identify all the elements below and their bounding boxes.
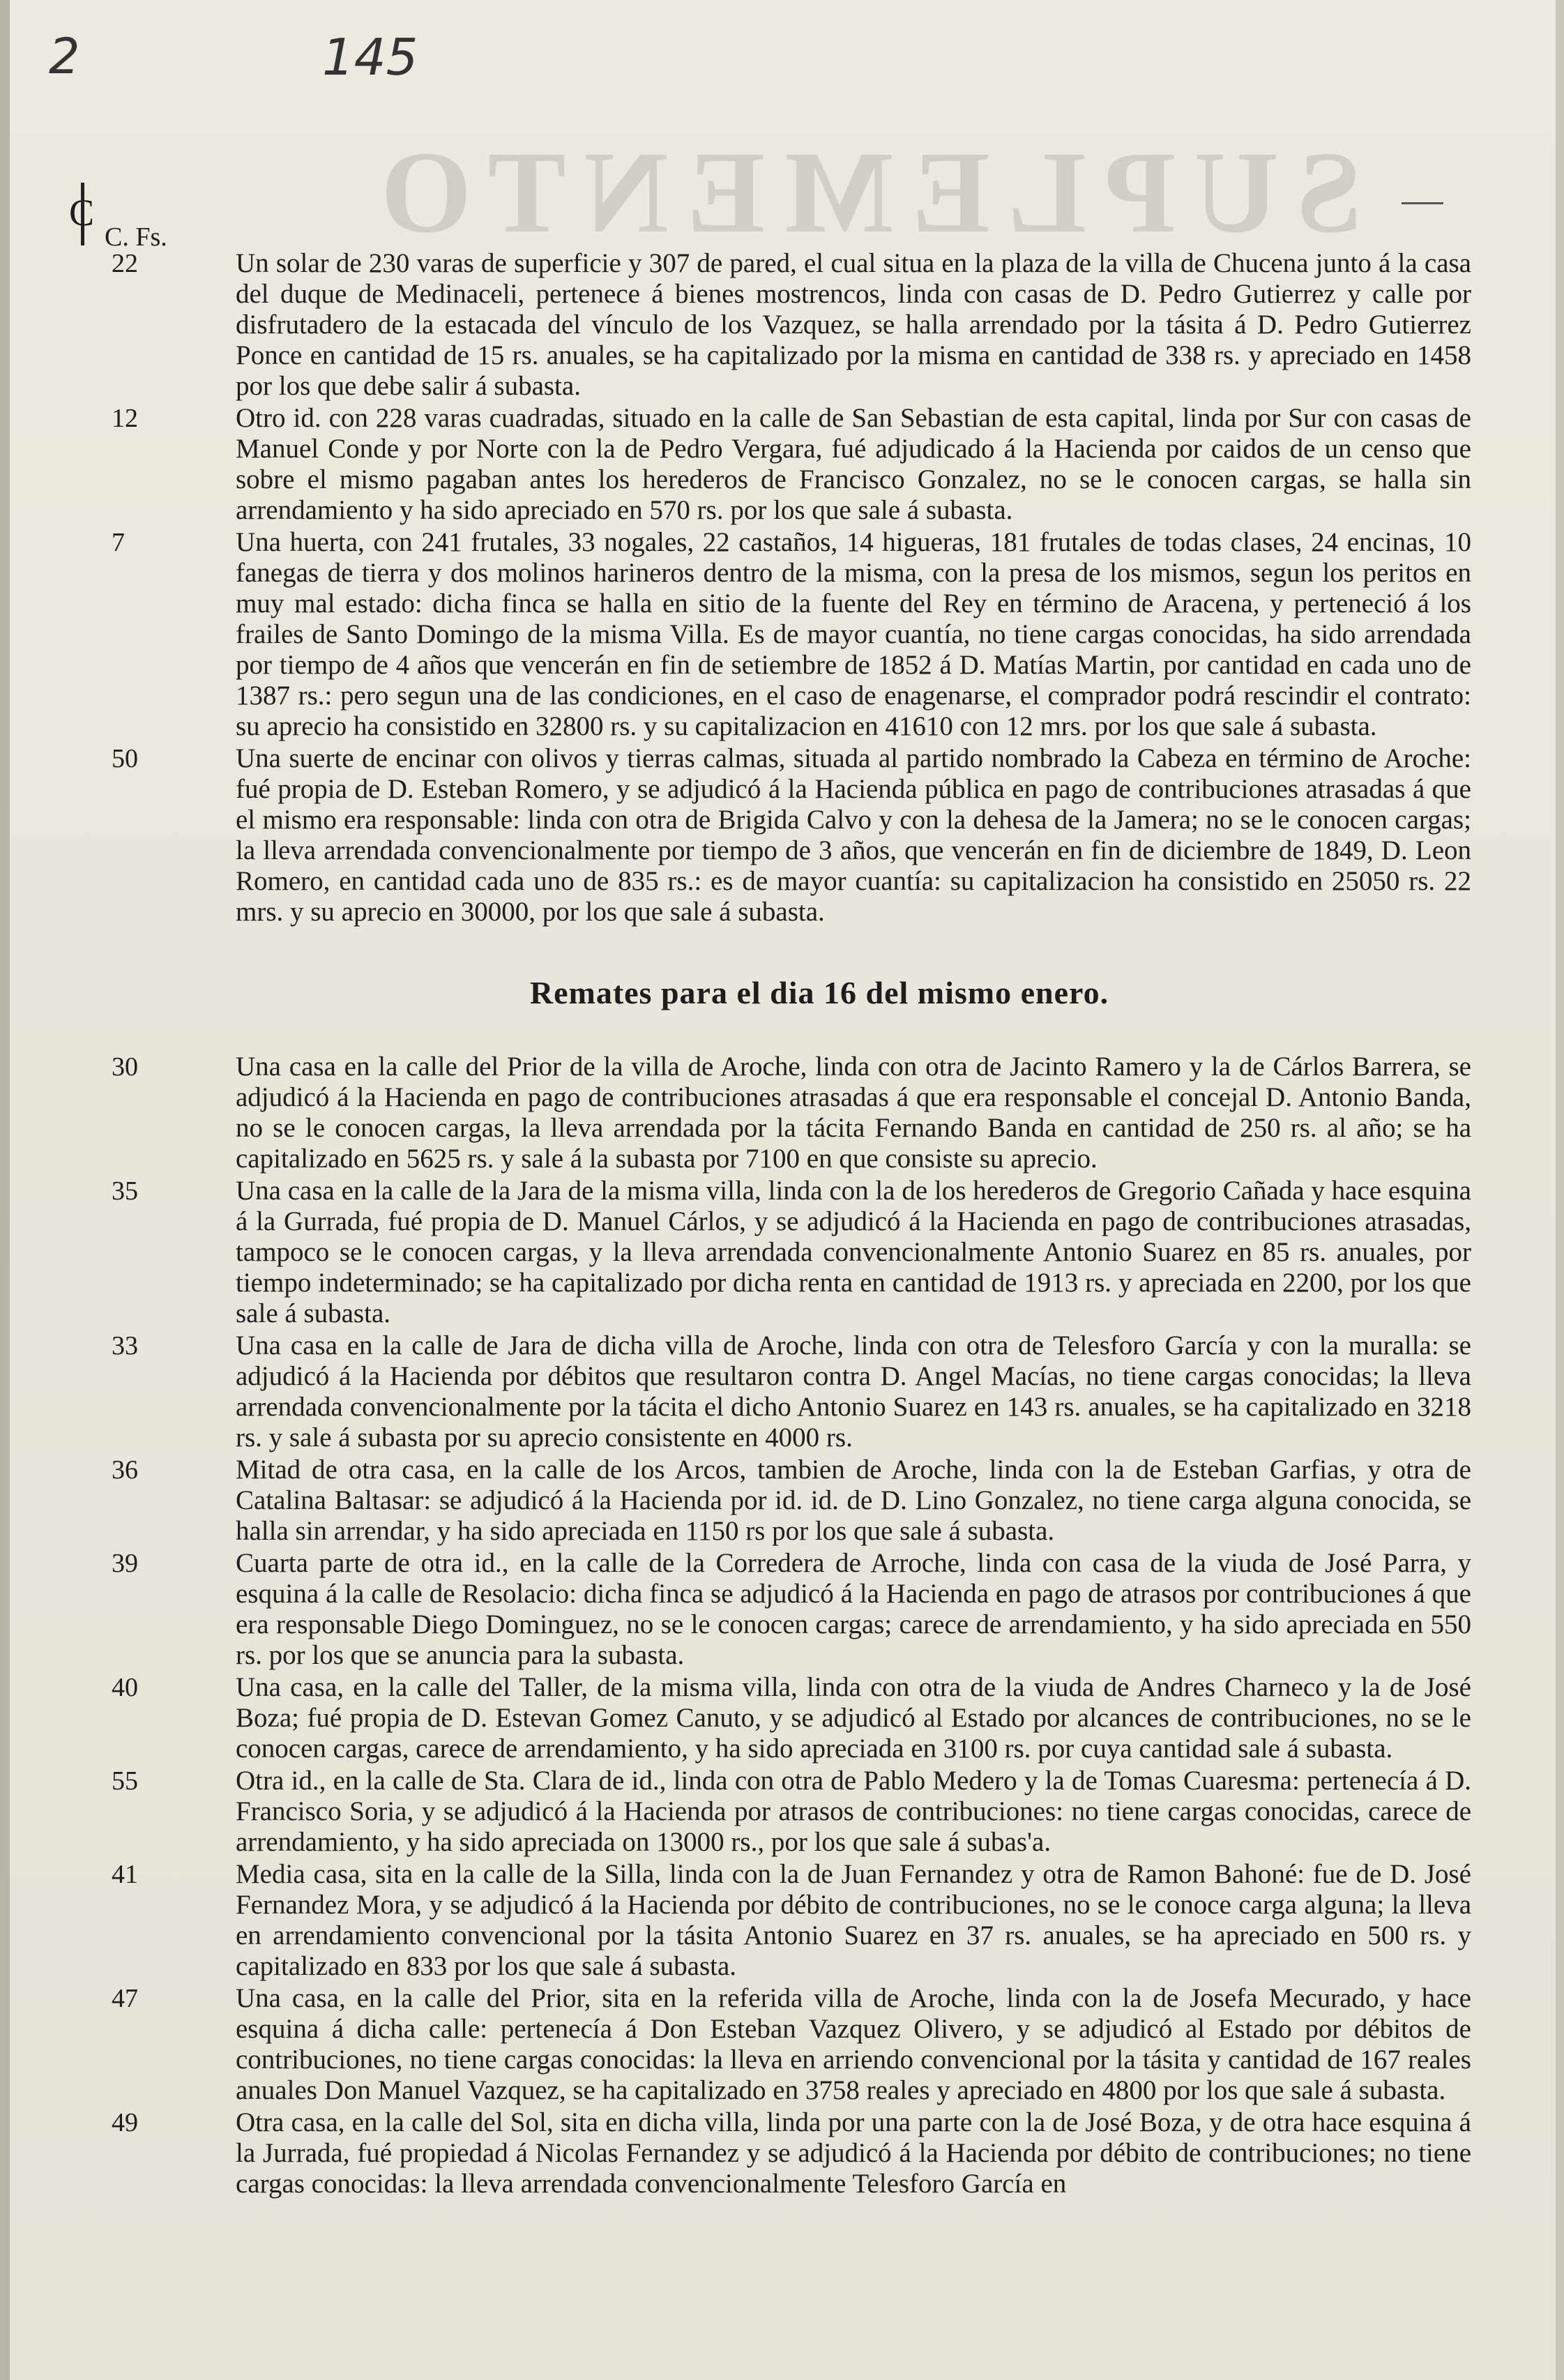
lot-number: 30 bbox=[112, 1052, 138, 1082]
lot-number: 36 bbox=[112, 1455, 138, 1485]
document-body bbox=[112, 248, 1471, 2201]
lot-description: Una casa, en la calle del Taller, de la misma villa, linda con otra de la viuda de Andres Charneco y la de José Boza; fué propia de D. Estevan Gomez Canuto, y se adjudicó al Estado por alcances de contribuciones, no se le conocen cargas, carece de arrendamiento, y ha sido apreciada en 3100 rs. por cuya cantidad sale á subasta. bbox=[236, 1672, 1471, 1764]
listing-entry bbox=[112, 1983, 1471, 2106]
lot-number: 49 bbox=[112, 2108, 138, 2137]
listing-entry bbox=[112, 1548, 1471, 1671]
lot-number: 22 bbox=[112, 249, 138, 278]
lot-number: 50 bbox=[112, 744, 138, 773]
handwritten-page-number: 145 bbox=[322, 28, 418, 86]
lot-description: Una casa, en la calle del Prior, sita en la referida villa de Aroche, linda con la de Josefa Mecurado, y hace esquina á dicha calle: pertenecía á Don Esteban Vazquez Olivero, y se adjudicó al Estado por débitos de contribuciones, no tiene cargas conocidas: la lleva en arriendo convencional por la tásita y cantidad de 167 reales anuales Don Manuel Vazquez, se ha capitalizado en 3758 reales y apreciado en 4800 por los que sale á subasta. bbox=[236, 1983, 1471, 2105]
section-heading: Remates para el dia 16 del mismo enero. bbox=[529, 975, 1109, 1010]
listing-entry bbox=[112, 2107, 1471, 2199]
lot-number: 33 bbox=[112, 1331, 138, 1360]
scan-edge-left bbox=[0, 0, 10, 2380]
lot-description: Otro id. con 228 varas cuadradas, situado en la calle de San Sebastian de esta capital, linda por Sur con casas de Manuel Conde y por Norte con la de Pedro Vergara, fué adjudicado á la Hacienda por caidos de un censo que sobre el mismo pagaban antes los herederos de Francisco Gonzalez, no se le conocen cargas, se halla sin arrendamiento y ha sido apreciado en 570 rs. por los que sale á subasta. bbox=[236, 403, 1471, 525]
lot-description: Cuarta parte de otra id., en la calle de la Corredera de Arroche, linda con casa de la viuda de José Parra, y esquina á la calle de Resolacio: dicha finca se adjudicó á la Hacienda en pago de atrasos por contribuciones á que era responsable Diego Dominguez, no se le conocen cargas; carece de arrendamiento, y ha sido apreciada en 550 rs. por los que se anuncia para la subasta. bbox=[236, 1548, 1471, 1670]
bleed-through-title: SUPLEMENTO bbox=[363, 128, 1362, 257]
scan-edge-right bbox=[1556, 0, 1564, 2380]
listing-entry bbox=[112, 1331, 1471, 1453]
listing-entry bbox=[112, 403, 1471, 526]
listing-entry bbox=[112, 1176, 1471, 1329]
lot-description: Mitad de otra casa, en la calle de los Arcos, tambien de Aroche, linda con la de Esteban Garfias, y otra de Catalina Baltasar: se adjudicó á la Hacienda por id. id. de D. Lino Gonzalez, no tiene carga alguna conocida, se halla sin arrendar, y ha sido apreciada en 1150 rs por los que sale á subasta. bbox=[236, 1455, 1471, 1546]
lot-number: 35 bbox=[112, 1176, 138, 1206]
lot-description: Una suerte de encinar con olivos y tierras calmas, situada al partido nombrado la Cabeza en término de Aroche: fué propia de D. Esteban Romero, y se adjudicó á la Hacienda pública en pago de contribuciones atrasadas á que el mismo era responsable: linda con otra de Brigida Calvo y con la dehesa de la Jamera; no se le conocen cargas; la lleva arrendada convencionalmente por tiempo de 3 años, que vencerán en fin de diciembre de 1849, D. Leon Romero, en cantidad cada uno de 835 rs.: es de mayor cuantía: su capitalizacion ha consistido en 25050 rs. 22 mrs. y su aprecio en 30000, por los que sale á subasta. bbox=[236, 743, 1471, 927]
lot-number: 47 bbox=[112, 1984, 138, 2013]
lot-description: Otra casa, en la calle del Sol, sita en dicha villa, linda por una parte con la de José Boza, y de otra hace esquina á la Jurrada, fué propiedad á Nicolas Fernandez y se adjudicó á la Hacienda por débito de contribuciones; no tiene cargas conocidas: la lleva arrendada convencionalmente Telesforo García en bbox=[236, 2107, 1471, 2199]
listing-entry bbox=[112, 248, 1471, 402]
lot-description: Media casa, sita en la calle de la Silla, linda con la de Juan Fernandez y otra de Ramon Bahoné: fue de D. José Fernandez Mora, y se adjudicó á la Hacienda por débito de contribuciones, no se le conoce carga alguna; la lleva en arrendamiento convencional por la tásita Antonio Suarez en 37 rs. anuales, se ha apreciado en 500 rs. y capitalizado en 833 por los que sale á subasta. bbox=[236, 1859, 1471, 1981]
listing-entry bbox=[112, 743, 1471, 927]
listing-entry bbox=[112, 527, 1471, 742]
lot-number: 40 bbox=[112, 1673, 138, 1702]
listing-entry bbox=[112, 1455, 1471, 1547]
listing-entry bbox=[112, 1766, 1471, 1858]
lot-number: 41 bbox=[112, 1860, 138, 1889]
lot-number: 55 bbox=[112, 1766, 138, 1796]
margin-dash bbox=[1402, 202, 1443, 204]
lot-number: 7 bbox=[112, 528, 125, 557]
lot-description: Una casa en la calle del Prior de la villa de Aroche, linda con otra de Jacinto Ramero y la de Cárlos Barrera, se adjudicó á la Hacienda en pago de contribuciones atrasadas á que era responsable el concejal D. Antonio Banda, no se le conocen cargas, la lleva arrendada por la tácita Fernando Banda en cantidad de 250 rs. al año; se ha capitalizado en 5625 rs. y sale á la subasta por 7100 en que consiste su aprecio. bbox=[236, 1052, 1471, 1174]
lot-description: Una casa en la calle de la Jara de la misma villa, linda con la de los herederos de Gregorio Cañada y hace esquina á la Gurrada, fué propia de D. Manuel Cárlos, y se adjudicó á la Hacienda en pago de contribuciones atrasadas, tampoco se le conocen cargas, y la lleva arrendada convencionalmente Antonio Suarez en 85 rs. anuales, por tiempo indeterminado; se ha capitalizado por dicha renta en cantidad de 1913 rs. y apreciada en 2200, por los que sale á subasta. bbox=[236, 1176, 1471, 1328]
lot-number: 12 bbox=[112, 404, 138, 433]
listing-entry bbox=[112, 1672, 1471, 1764]
listing-section-2 bbox=[112, 1052, 1471, 2199]
listing-entry bbox=[112, 1859, 1471, 1982]
stamp-letter: C bbox=[69, 192, 95, 234]
handwritten-mark-left: 2 bbox=[49, 28, 80, 85]
lot-description: Un solar de 230 varas de superficie y 307 de pared, el cual situa en la plaza de la villa de Chucena junto á la casa del duque de Medinaceli, pertenece á bienes mostrencos, linda con casas de D. Pedro Gutierrez y calle por disfrutadero de la estacada del vínculo de los Vazquez, se halla arrendado por la tásita á D. Pedro Gutierrez Ponce en cantidad de 15 rs. anuales, se ha capitalizado por la misma en cantidad de 338 rs. y apreciado en 1458 por los que debe salir á subasta. bbox=[236, 248, 1471, 401]
lot-description: Una huerta, con 241 frutales, 33 nogales, 22 castaños, 14 higueras, 181 frutales de todas clases, 24 encinas, 10 fanegas de tierra y dos molinos harineros dentro de la misma, con la presa de los mismos, segun los peritos en muy mal estado: dicha finca se halla en sitio de la fuente del Rey en término de Aracena, y perteneció á los frailes de Santo Domingo de la misma Villa. Es de mayor cuantía, no tiene cargas conocidas, ha sido arrendada por tiempo de 4 años que vencerán en fin de setiembre de 1852 á D. Matías Martin, por cantidad en cada uno de 1387 rs.: pero segun una de las condiciones, en el caso de enagenarse, el comprador podrá rescindir el contrato: su aprecio ha consistido en 32800 rs. y su capitalizacion en 41610 con 12 mrs. por los que sale á subasta. bbox=[236, 527, 1471, 741]
column-header: C. Fs. bbox=[105, 222, 167, 252]
listing-section-1 bbox=[112, 248, 1471, 927]
lot-description: Una casa en la calle de Jara de dicha villa de Aroche, linda con otra de Telesforo García y con la muralla: se adjudicó á la Hacienda por débitos que resultaron contra D. Angel Macías, no tiene cargas conocidas; la lleva arrendada convencionalmente por la tácita el dicho Antonio Suarez en 143 rs. anuales, se ha capitalizado en 3218 rs. y sale á subasta por su aprecio consistente en 4000 rs. bbox=[236, 1331, 1471, 1453]
lot-description: Otra id., en la calle de Sta. Clara de id., linda con otra de Pablo Medero y la de Tomas Cuaresma: pertenecía á D. Francisco Soria, y se adjudicó á la Hacienda por atrasos de contribuciones: no tiene cargas conocidas, carece de arrendamiento, y ha sido apreciada on 13000 rs., por los que sale á subas'a. bbox=[236, 1766, 1471, 1857]
listing-entry bbox=[112, 1052, 1471, 1174]
lot-number: 39 bbox=[112, 1549, 138, 1578]
